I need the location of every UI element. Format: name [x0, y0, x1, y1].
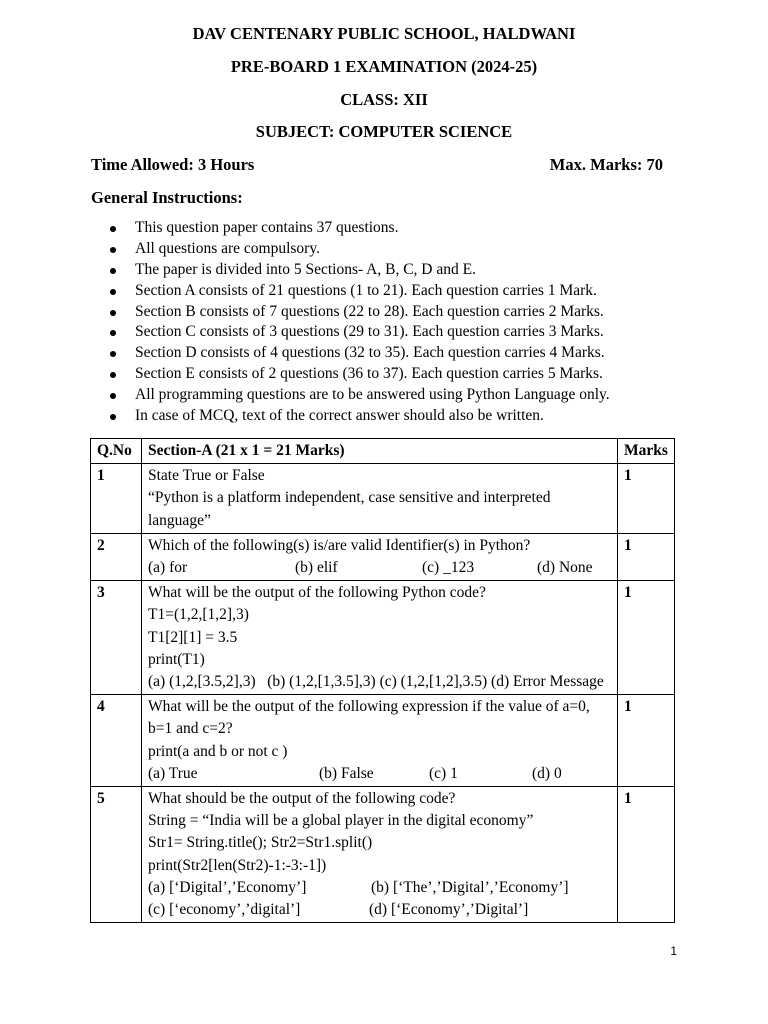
question-table — [90, 438, 675, 923]
time-marks-row — [91, 155, 663, 175]
question-marks: 1 — [618, 695, 675, 787]
options-row — [148, 877, 611, 899]
bullet-icon — [110, 268, 116, 274]
table-row — [91, 787, 675, 923]
question-number: 3 — [91, 581, 142, 695]
question-text: What will be the output of the following expression if the value of a=0, b=1 and c=2? print(a and b or not c ) (a) True (b) False (c) 1 (d) 0 — [142, 695, 618, 787]
bullet-icon — [110, 393, 116, 399]
options-row — [148, 763, 611, 785]
table-row — [91, 464, 675, 534]
question-text: What will be the output of the following Python code? T1=(1,2,[1,2],3) T1[2][1] = 3.5 print(T1) (a) (1,2,[3.5,2],3) (b) (1,2,[1,3.5],3) (c) (1,2,[1,2],3.5) (d) Error Message — [142, 581, 618, 695]
option-b: (b) [‘The’,’Digital’,’Economy’] — [371, 878, 569, 896]
table-header-row — [91, 439, 675, 464]
question-number: 1 — [91, 464, 142, 534]
option-c: (c) _123 — [422, 559, 475, 577]
question-text: Which of the following(s) is/are valid Identifier(s) in Python? (a) for (b) elif (c) _123 (d) None — [142, 533, 618, 580]
bullet-icon — [110, 372, 116, 378]
question-marks: 1 — [618, 464, 675, 534]
question-marks: 1 — [618, 787, 675, 923]
question-number: 4 — [91, 695, 142, 787]
section-header: Section-A (21 x 1 = 21 Marks) — [142, 439, 618, 464]
option-d: (d) [‘Economy’,’Digital’] — [369, 901, 529, 919]
bullet-icon — [110, 414, 116, 420]
question-text: What should be the output of the following code? String = “India will be a global player in the digital economy” Str1= String.title(); Str2=Str1.split() print(Str2[len(Str2)-1:-3:-1]) (a) [‘Digital’,’Economy’] (b) [‘The’,’Digital’,’Economy’] (c) [‘economy’,’digital’] (d) [‘Economy’,’Digital’] — [142, 787, 618, 923]
bullet-icon — [110, 310, 116, 316]
option-a: (a) for — [148, 559, 188, 577]
bullet-icon — [110, 351, 116, 357]
bullet-icon — [110, 226, 116, 232]
question-text: State True or False “Python is a platform independent, case sensitive and interpreted language” — [142, 464, 618, 534]
time-allowed: Time Allowed: 3 Hours — [91, 155, 255, 174]
question-marks: 1 — [618, 581, 675, 695]
bullet-icon — [110, 289, 116, 295]
instructions-list — [108, 218, 708, 427]
options-row — [148, 557, 611, 579]
max-marks: Max. Marks: 70 — [549, 155, 663, 174]
options-row — [148, 899, 611, 921]
question-number: 5 — [91, 787, 142, 923]
exam-title: PRE-BOARD 1 EXAMINATION (2024-25) — [230, 57, 538, 76]
instruction-item: Section C consists of 3 questions (29 to 31). Each question carries 3 Marks. — [108, 322, 708, 343]
table-row — [91, 695, 675, 787]
option-b: (b) elif — [295, 559, 338, 577]
instruction-item: The paper is divided into 5 Sections- A, B, C, D and E. — [108, 260, 708, 281]
school-name: DAV CENTENARY PUBLIC SCHOOL, HALDWANI — [192, 24, 576, 43]
option-b: (b) False — [319, 764, 374, 782]
table-row — [91, 533, 675, 580]
class-label: CLASS: XII — [340, 90, 428, 109]
option-a: (a) True — [148, 764, 198, 782]
table-row — [91, 581, 675, 695]
instruction-item: Section E consists of 2 questions (36 to 37). Each question carries 5 Marks. — [108, 364, 708, 385]
instruction-item: Section B consists of 7 questions (22 to 28). Each question carries 2 Marks. — [108, 302, 708, 323]
instruction-item: This question paper contains 37 questions. — [108, 218, 708, 239]
instructions-title: General Instructions: — [91, 188, 243, 207]
bullet-icon — [110, 247, 116, 253]
instruction-item: Section A consists of 21 questions (1 to 21). Each question carries 1 Mark. — [108, 281, 708, 302]
question-number: 2 — [91, 533, 142, 580]
marks-header: Marks — [618, 439, 675, 464]
option-a: (a) [‘Digital’,’Economy’] — [148, 878, 307, 896]
option-d: (d) 0 — [532, 764, 562, 782]
qno-header: Q.No — [91, 439, 142, 464]
page-number: 1 — [670, 944, 677, 958]
question-marks: 1 — [618, 533, 675, 580]
instruction-item: All questions are compulsory. — [108, 239, 708, 260]
option-d: (d) None — [537, 559, 593, 577]
instruction-item: In case of MCQ, text of the correct answer should also be written. — [108, 406, 708, 427]
option-c: (c) 1 — [429, 764, 458, 782]
subject-label: SUBJECT: COMPUTER SCIENCE — [255, 122, 513, 141]
bullet-icon — [110, 330, 116, 336]
instruction-item: Section D consists of 4 questions (32 to 35). Each question carries 4 Marks. — [108, 343, 708, 364]
option-c: (c) [‘economy’,’digital’] — [148, 901, 301, 919]
instruction-item: All programming questions are to be answered using Python Language only. — [108, 385, 708, 406]
